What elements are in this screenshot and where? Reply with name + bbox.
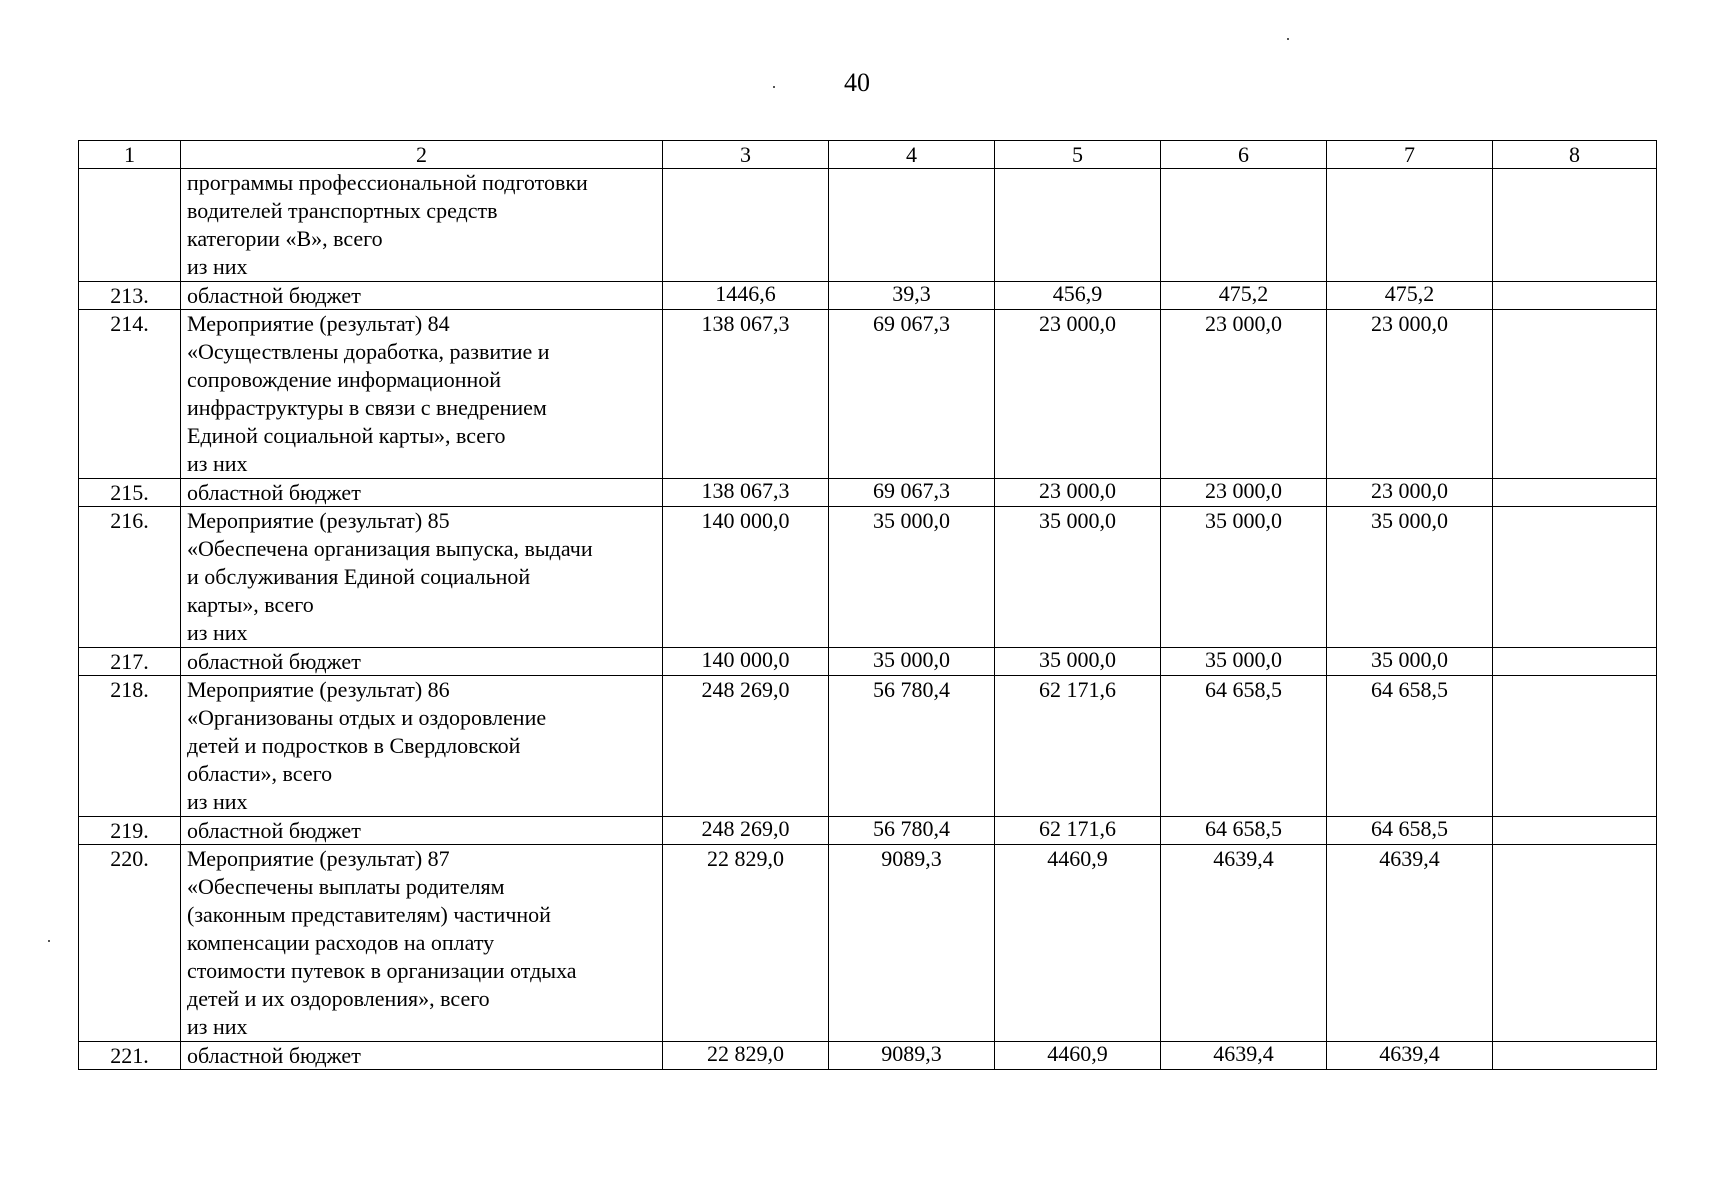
scan-artifact [48,940,50,942]
value-cell-col3: 138 067,3 [663,479,829,507]
row-description: Мероприятие (результат) 86 «Организованы отдых и оздоровление детей и подростков в Свердловской области», всего из них [181,676,663,817]
row-description: программы профессиональной подготовки водителей транспортных средств категории «В», всего из них [181,169,663,282]
row-description: областной бюджет [181,479,663,507]
value-cell-col7: 475,2 [1327,282,1493,310]
budget-table [78,140,1657,1070]
value-cell-col8 [1493,648,1657,676]
table-row [79,648,1657,676]
row-description: Мероприятие (результат) 84 «Осуществлены доработка, развитие и сопровождение информационной инфраструктуры в связи с внедрением Единой социальной карты», всего из них [181,310,663,479]
value-cell-col3: 248 269,0 [663,817,829,845]
value-cell-col6: 23 000,0 [1161,310,1327,479]
row-number: 219. [79,817,181,845]
row-number: 213. [79,282,181,310]
table-row [79,817,1657,845]
value-cell-col7: 64 658,5 [1327,817,1493,845]
value-cell-col3: 248 269,0 [663,676,829,817]
value-cell-col7: 4639,4 [1327,1042,1493,1070]
value-cell-col8 [1493,845,1657,1042]
value-cell-col6: 23 000,0 [1161,479,1327,507]
value-cell-col4: 56 780,4 [829,676,995,817]
value-cell-col6: 35 000,0 [1161,648,1327,676]
value-cell-col3: 22 829,0 [663,1042,829,1070]
value-cell-col5: 62 171,6 [995,817,1161,845]
value-cell-col8 [1493,676,1657,817]
value-cell-col6: 475,2 [1161,282,1327,310]
page-number: 40 [844,68,870,97]
header-cell-1: 1 [79,141,181,169]
table-row [79,282,1657,310]
table-row [79,310,1657,479]
row-description: Мероприятие (результат) 85 «Обеспечена организация выпуска, выдачи и обслуживания Единой социальной карты», всего из них [181,507,663,648]
value-cell-col3: 138 067,3 [663,310,829,479]
value-cell-col7: 23 000,0 [1327,310,1493,479]
value-cell-col7: 35 000,0 [1327,507,1493,648]
value-cell-col3: 22 829,0 [663,845,829,1042]
value-cell-col8 [1493,817,1657,845]
value-cell-col8 [1493,1042,1657,1070]
table-row [79,479,1657,507]
row-number: 216. [79,507,181,648]
value-cell-col5: 23 000,0 [995,479,1161,507]
row-description: областной бюджет [181,648,663,676]
table-header-row [79,141,1657,169]
value-cell-col4: 69 067,3 [829,479,995,507]
value-cell-col4: 56 780,4 [829,817,995,845]
table-row [79,1042,1657,1070]
value-cell-col6: 4639,4 [1161,845,1327,1042]
header-cell-2: 2 [181,141,663,169]
value-cell-col4: 39,3 [829,282,995,310]
value-cell-col8 [1493,282,1657,310]
value-cell-col6: 35 000,0 [1161,507,1327,648]
value-cell-col7 [1327,169,1493,282]
table-row [79,845,1657,1042]
row-number: 218. [79,676,181,817]
value-cell-col6 [1161,169,1327,282]
row-number: 220. [79,845,181,1042]
table-body [79,141,1657,1070]
row-number: 217. [79,648,181,676]
value-cell-col4: 9089,3 [829,1042,995,1070]
value-cell-col5: 35 000,0 [995,507,1161,648]
row-description: областной бюджет [181,282,663,310]
value-cell-col6: 64 658,5 [1161,676,1327,817]
table-row [79,169,1657,282]
value-cell-col4: 9089,3 [829,845,995,1042]
scan-artifact [773,86,775,88]
value-cell-col6: 64 658,5 [1161,817,1327,845]
value-cell-col3: 1446,6 [663,282,829,310]
value-cell-col3: 140 000,0 [663,507,829,648]
value-cell-col4: 35 000,0 [829,507,995,648]
value-cell-col7: 35 000,0 [1327,648,1493,676]
value-cell-col5: 35 000,0 [995,648,1161,676]
header-cell-4: 4 [829,141,995,169]
value-cell-col5: 23 000,0 [995,310,1161,479]
value-cell-col7: 4639,4 [1327,845,1493,1042]
value-cell-col8 [1493,507,1657,648]
value-cell-col8 [1493,479,1657,507]
row-number: 215. [79,479,181,507]
value-cell-col8 [1493,310,1657,479]
value-cell-col5: 62 171,6 [995,676,1161,817]
value-cell-col3 [663,169,829,282]
scan-artifact [1287,38,1289,40]
row-description: Мероприятие (результат) 87 «Обеспечены выплаты родителям (законным представителям) частичной компенсации расходов на оплату стоимости путевок в организации отдыха детей и их оздоровления», всего из них [181,845,663,1042]
value-cell-col5 [995,169,1161,282]
row-number: 221. [79,1042,181,1070]
value-cell-col4: 35 000,0 [829,648,995,676]
header-cell-7: 7 [1327,141,1493,169]
value-cell-col5: 4460,9 [995,845,1161,1042]
row-description: областной бюджет [181,1042,663,1070]
value-cell-col4 [829,169,995,282]
header-cell-5: 5 [995,141,1161,169]
header-cell-8: 8 [1493,141,1657,169]
table-row [79,676,1657,817]
value-cell-col7: 64 658,5 [1327,676,1493,817]
value-cell-col8 [1493,169,1657,282]
row-number [79,169,181,282]
value-cell-col4: 69 067,3 [829,310,995,479]
value-cell-col7: 23 000,0 [1327,479,1493,507]
header-cell-6: 6 [1161,141,1327,169]
value-cell-col3: 140 000,0 [663,648,829,676]
header-cell-3: 3 [663,141,829,169]
row-number: 214. [79,310,181,479]
value-cell-col6: 4639,4 [1161,1042,1327,1070]
value-cell-col5: 4460,9 [995,1042,1161,1070]
table-row [79,507,1657,648]
row-description: областной бюджет [181,817,663,845]
value-cell-col5: 456,9 [995,282,1161,310]
